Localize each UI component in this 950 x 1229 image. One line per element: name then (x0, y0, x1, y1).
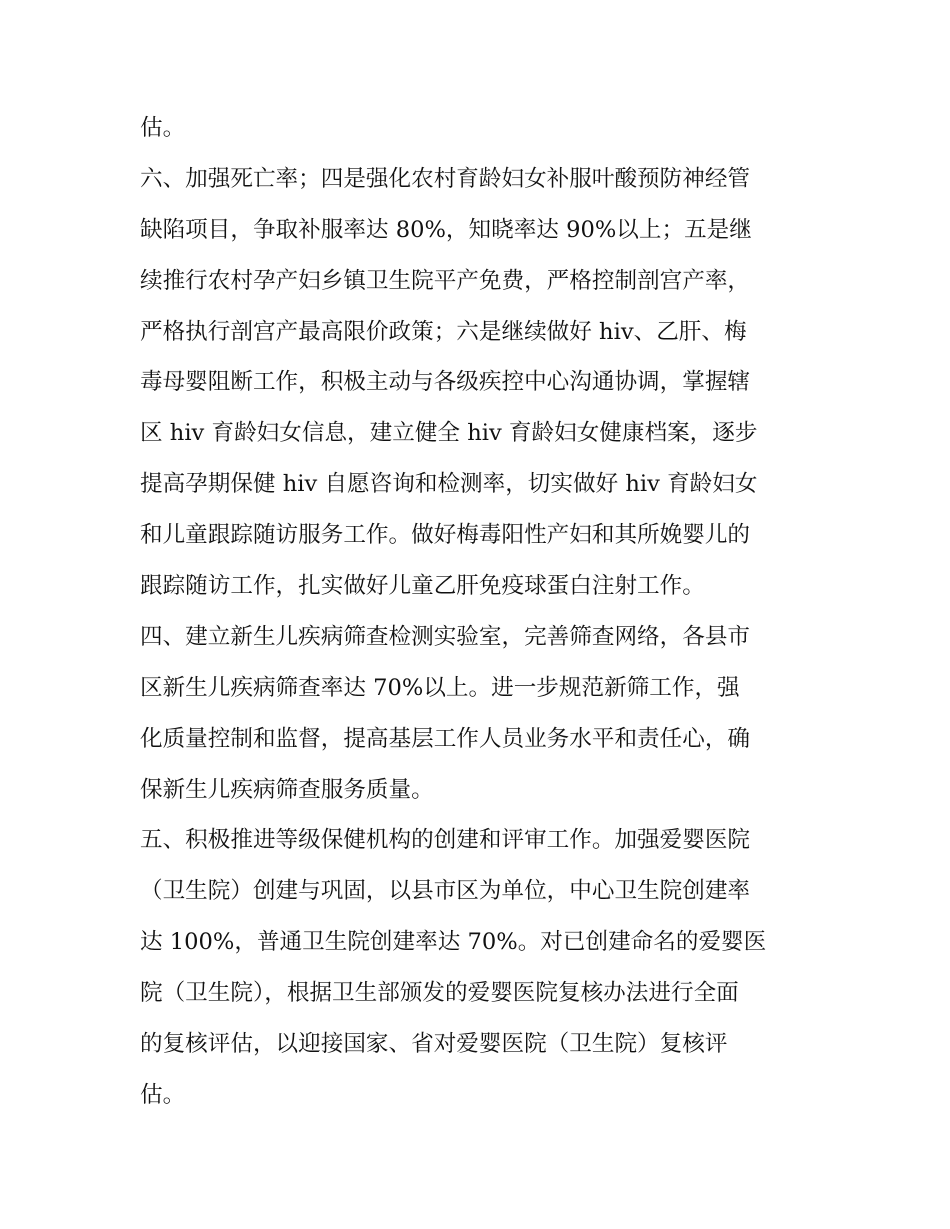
text-line: 估。 (140, 1081, 186, 1108)
text-line: 严格执行剖宫产最高限价政策；六是继续做好 hiv、乙肝、梅 (140, 318, 747, 345)
text-line: 跟踪随访工作，扎实做好儿童乙肝免疫球蛋白注射工作。 (140, 573, 705, 600)
text-line: 达 100%，普通卫生院创建率达 70%。对已创建命名的爱婴医 (140, 929, 767, 956)
text-line: 估。 (140, 115, 186, 141)
text-line: 续推行农村孕产妇乡镇卫生院平产免费，严格控制剖宫产率， (140, 267, 751, 294)
text-line: 六、加强死亡率；四是强化农村育龄妇女补服叶酸预防神经管 (140, 165, 751, 192)
text-line: 区 hiv 育龄妇女信息，建立健全 hiv 育龄妇女健康档案，逐步 (140, 420, 758, 447)
text-line: 提高孕期保健 hiv 自愿咨询和检测率，切实做好 hiv 育龄妇女 (140, 471, 758, 498)
text-line: 院（卫生院），根据卫生部颁发的爱婴医院复核办法进行全面 (140, 980, 739, 1007)
text-line: 化质量控制和监督，提高基层工作人员业务水平和责任心，确 (140, 725, 751, 752)
text-line: 区新生儿疾病筛查率达 70%以上。进一步规范新筛工作，强 (140, 674, 740, 701)
text-line: 毒母婴阻断工作，积极主动与各级疾控中心沟通协调，掌握辖 (140, 369, 751, 396)
text-line: （卫生院）创建与巩固，以县市区为单位，中心卫生院创建率 (140, 878, 751, 905)
text-line: 四、建立新生儿疾病筛查检测实验室，完善筛查网络，各县市 (140, 623, 751, 650)
body-text (140, 103, 812, 1121)
text-line: 五、积极推进等级保健机构的创建和评审工作。加强爱婴医院 (140, 827, 751, 854)
text-line: 保新生儿疾病筛查服务质量。 (140, 776, 434, 803)
text-line: 的复核评估，以迎接国家、省对爱婴医院（卫生院）复核评 (140, 1031, 728, 1058)
text-line: 和儿童跟踪随访服务工作。做好梅毒阳性产妇和其所娩婴儿的 (140, 522, 751, 549)
text-line: 缺陷项目，争取补服率达 80%，知晓率达 90%以上；五是继 (140, 216, 752, 243)
